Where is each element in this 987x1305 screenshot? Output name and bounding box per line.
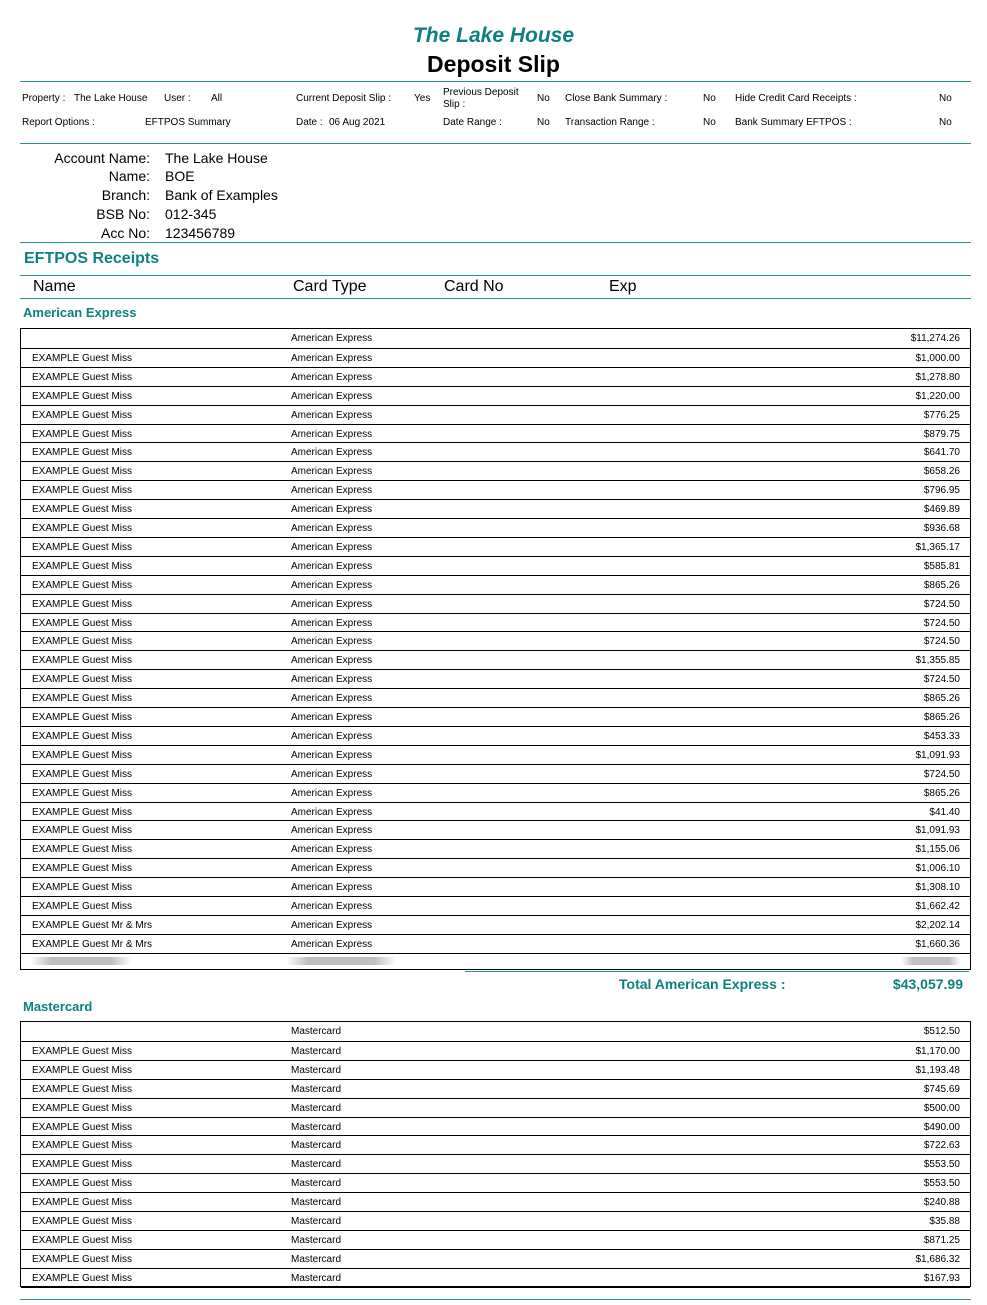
page-title: Deposit Slip xyxy=(427,51,560,77)
table-row xyxy=(21,631,970,651)
footer-divider xyxy=(20,1299,971,1300)
guest-name: EXAMPLE Guest Miss xyxy=(32,730,133,742)
table-row xyxy=(21,1230,970,1250)
amount: $865.26 xyxy=(923,693,960,705)
hide-cc-value: No xyxy=(939,93,952,104)
amount: $553.50 xyxy=(923,1178,960,1190)
guest-name: EXAMPLE Guest Miss xyxy=(32,428,133,440)
amount: $1,193.48 xyxy=(915,1064,960,1076)
table-row xyxy=(21,726,970,746)
table-row xyxy=(21,764,970,784)
card-type: Mastercard xyxy=(291,1216,342,1227)
guest-name: EXAMPLE Guest Miss xyxy=(32,617,133,629)
guest-name: EXAMPLE Guest Miss xyxy=(32,655,133,667)
card-type: American Express xyxy=(291,371,373,383)
guest-name: EXAMPLE Guest Miss xyxy=(32,352,133,364)
amount: $512.50 xyxy=(923,1026,960,1037)
guest-name: EXAMPLE Guest Miss xyxy=(32,693,133,705)
guest-name: EXAMPLE Guest Miss xyxy=(32,882,133,894)
card-type: American Express xyxy=(291,882,373,894)
guest-name: EXAMPLE Guest Miss xyxy=(32,825,133,837)
redacted-name xyxy=(31,957,131,965)
table-row xyxy=(21,1173,970,1193)
amount: $167.93 xyxy=(923,1272,960,1284)
table-row xyxy=(21,934,970,954)
bsb-value: 012-345 xyxy=(165,206,217,222)
guest-name: EXAMPLE Guest Miss xyxy=(32,901,133,912)
txn-range-value: No xyxy=(703,117,716,128)
total-amex-divider xyxy=(465,971,969,972)
table-row xyxy=(21,329,970,348)
card-type: American Express xyxy=(291,541,373,553)
card-type: American Express xyxy=(291,693,373,705)
table-row xyxy=(21,650,970,670)
table-row xyxy=(21,613,970,633)
bank-summary-value: No xyxy=(939,117,952,128)
card-type: Mastercard xyxy=(291,1064,342,1076)
guest-name: EXAMPLE Guest Miss xyxy=(32,636,133,648)
total-amex-label: Total American Express : xyxy=(619,976,786,992)
row-divider xyxy=(21,953,970,954)
card-type: American Express xyxy=(291,749,373,761)
row-divider xyxy=(21,1287,970,1288)
amount: $879.75 xyxy=(923,428,960,440)
card-type: American Express xyxy=(291,938,373,950)
guest-name: EXAMPLE Guest Miss xyxy=(32,1272,133,1284)
amount: $2,202.14 xyxy=(915,919,960,931)
table-row xyxy=(21,877,970,897)
header-divider xyxy=(20,81,971,82)
card-type: American Express xyxy=(291,863,373,875)
amount: $585.81 xyxy=(923,560,960,572)
txn-range-label: Transaction Range : xyxy=(565,117,655,128)
table-row xyxy=(21,783,970,803)
guest-name: EXAMPLE Guest Miss xyxy=(32,1234,133,1246)
guest-name: EXAMPLE Guest Mr & Mrs xyxy=(32,919,153,931)
card-type: Mastercard xyxy=(291,1272,342,1284)
table-row xyxy=(21,1060,970,1080)
table-row xyxy=(21,1079,970,1099)
guest-name: EXAMPLE Guest Miss xyxy=(32,712,133,723)
table-row xyxy=(21,1154,970,1174)
guest-name: EXAMPLE Guest Miss xyxy=(32,1064,133,1076)
card-type: American Express xyxy=(291,825,373,837)
card-type: Mastercard xyxy=(291,1045,342,1057)
card-type: American Express xyxy=(291,390,373,402)
amount: $1,662.42 xyxy=(915,901,960,912)
card-type: Mastercard xyxy=(291,1102,342,1114)
hide-cc-label: Hide Credit Card Receipts : xyxy=(735,93,857,104)
guest-name: EXAMPLE Guest Miss xyxy=(32,485,133,497)
guest-name: EXAMPLE Guest Miss xyxy=(32,1159,133,1171)
guest-name: EXAMPLE Guest Miss xyxy=(32,541,133,553)
current-slip-label: Current Deposit Slip : xyxy=(296,93,392,104)
meta-divider xyxy=(20,143,971,144)
amount: $1,278.80 xyxy=(915,371,960,383)
guest-name: EXAMPLE Guest Miss xyxy=(32,560,133,572)
table-row xyxy=(21,556,970,576)
guest-name: EXAMPLE Guest Miss xyxy=(32,447,133,459)
amount: $724.50 xyxy=(923,768,960,780)
table-row xyxy=(21,1117,970,1137)
table-row xyxy=(21,915,970,935)
prev-slip-label: Previous Deposit xyxy=(443,87,519,98)
card-type: American Express xyxy=(291,901,373,912)
amount: $865.26 xyxy=(923,712,960,723)
table-row xyxy=(21,424,970,444)
card-type: American Express xyxy=(291,409,373,421)
bsb-label: BSB No: xyxy=(96,206,150,222)
current-slip-value: Yes xyxy=(414,93,431,104)
card-type: American Express xyxy=(291,466,373,478)
table-row xyxy=(21,1041,970,1061)
account-divider xyxy=(20,242,971,243)
card-type: Mastercard xyxy=(291,1026,342,1037)
date-value: 06 Aug 2021 xyxy=(329,117,386,128)
card-type: American Express xyxy=(291,523,373,534)
bank-summary-label: Bank Summary EFTPOS : xyxy=(735,117,852,128)
mastercard-table xyxy=(20,1021,971,1287)
amount: $722.63 xyxy=(923,1140,960,1152)
name-label: Name: xyxy=(108,168,150,184)
table-row xyxy=(21,688,970,708)
card-type: American Express xyxy=(291,598,373,610)
amount: $1,686.32 xyxy=(915,1253,960,1265)
table-row xyxy=(21,386,970,406)
guest-name: EXAMPLE Guest Miss xyxy=(32,1045,133,1057)
colhead-divider xyxy=(20,298,971,299)
guest-name: EXAMPLE Guest Miss xyxy=(32,1083,133,1095)
group-title-amex: American Express xyxy=(23,305,137,320)
amount: $1,308.10 xyxy=(915,882,960,894)
amount: $453.33 xyxy=(923,730,960,742)
guest-name: EXAMPLE Guest Mr & Mrs xyxy=(32,938,153,950)
redacted-amount xyxy=(901,957,961,965)
account-name-label: Account Name: xyxy=(54,150,150,166)
amount: $500.00 xyxy=(923,1102,960,1114)
card-type: American Express xyxy=(291,806,373,818)
amount: $936.68 xyxy=(923,523,960,534)
section-title: EFTPOS Receipts xyxy=(24,250,160,267)
redacted-type xyxy=(286,957,396,965)
card-type: Mastercard xyxy=(291,1159,342,1171)
card-type: Mastercard xyxy=(291,1234,342,1246)
group-title-mastercard: Mastercard xyxy=(23,999,93,1014)
guest-name: EXAMPLE Guest Miss xyxy=(32,598,133,610)
total-amex-value: $43,057.99 xyxy=(892,976,963,992)
card-type: American Express xyxy=(291,504,373,516)
amount: $1,000.00 xyxy=(915,352,960,364)
card-type: American Express xyxy=(291,352,373,364)
guest-name: EXAMPLE Guest Miss xyxy=(32,806,133,818)
table-row xyxy=(21,480,970,500)
table-row xyxy=(21,745,970,765)
acc-no-value: 123456789 xyxy=(165,225,236,241)
amount: $41.40 xyxy=(929,806,960,818)
table-row xyxy=(21,1135,970,1155)
amount: $658.26 xyxy=(923,466,960,478)
amount: $796.95 xyxy=(923,485,960,497)
table-row xyxy=(21,707,970,727)
amount: $1,091.93 xyxy=(915,825,960,837)
amount: $1,006.10 xyxy=(915,863,960,875)
guest-name: EXAMPLE Guest Miss xyxy=(32,579,133,591)
date-range-label: Date Range : xyxy=(443,117,502,128)
card-type: American Express xyxy=(291,730,373,742)
guest-name: EXAMPLE Guest Miss xyxy=(32,523,133,534)
amount: $553.50 xyxy=(923,1159,960,1171)
table-row xyxy=(21,1098,970,1118)
table-row xyxy=(21,518,970,538)
close-bank-label: Close Bank Summary : xyxy=(565,93,668,104)
prev-slip-value: No xyxy=(537,93,550,104)
amount: $240.88 xyxy=(923,1197,960,1209)
amount: $871.25 xyxy=(923,1234,960,1246)
card-type: American Express xyxy=(291,428,373,440)
card-type: American Express xyxy=(291,617,373,629)
table-row xyxy=(21,348,970,368)
amex-table xyxy=(20,328,971,970)
user-label: User : xyxy=(164,93,191,104)
table-row xyxy=(21,405,970,425)
card-type: Mastercard xyxy=(291,1121,342,1133)
col-header-card-type: Card Type xyxy=(293,278,367,295)
table-row xyxy=(21,820,970,840)
table-row xyxy=(21,499,970,519)
table-row xyxy=(21,575,970,595)
amount: $724.50 xyxy=(923,617,960,629)
guest-name: EXAMPLE Guest Miss xyxy=(32,1253,133,1265)
amount: $1,091.93 xyxy=(915,749,960,761)
card-type: American Express xyxy=(291,447,373,459)
table-row xyxy=(21,442,970,462)
card-type: American Express xyxy=(291,674,373,686)
guest-name: EXAMPLE Guest Miss xyxy=(32,674,133,686)
guest-name: EXAMPLE Guest Miss xyxy=(32,1216,133,1227)
close-bank-value: No xyxy=(703,93,716,104)
card-type: American Express xyxy=(291,636,373,648)
amount: $776.25 xyxy=(923,409,960,421)
amount: $35.88 xyxy=(929,1216,960,1227)
guest-name: EXAMPLE Guest Miss xyxy=(32,504,133,516)
card-type: Mastercard xyxy=(291,1178,342,1190)
branch-label: Branch: xyxy=(101,187,150,203)
guest-name: EXAMPLE Guest Miss xyxy=(32,390,133,402)
table-row xyxy=(21,461,970,481)
card-type: American Express xyxy=(291,919,373,931)
guest-name: EXAMPLE Guest Miss xyxy=(32,1197,133,1209)
amount: $1,355.85 xyxy=(915,655,960,667)
property-title: The Lake House xyxy=(412,24,575,47)
acc-no-label: Acc No: xyxy=(100,225,150,241)
table-row xyxy=(21,1192,970,1212)
table-row xyxy=(21,1249,970,1269)
card-type: American Express xyxy=(291,712,373,723)
col-header-exp: Exp xyxy=(609,278,637,295)
amount: $724.50 xyxy=(923,636,960,648)
card-type: American Express xyxy=(291,787,373,799)
card-type: American Express xyxy=(291,579,373,591)
guest-name: EXAMPLE Guest Miss xyxy=(32,371,133,383)
table-row xyxy=(21,839,970,859)
amount: $865.26 xyxy=(923,579,960,591)
amount: $1,220.00 xyxy=(915,390,960,402)
guest-name: EXAMPLE Guest Miss xyxy=(32,1102,133,1114)
card-type: Mastercard xyxy=(291,1197,342,1209)
section-divider xyxy=(20,275,971,276)
table-row xyxy=(21,1268,970,1288)
date-range-value: No xyxy=(537,117,550,128)
table-row xyxy=(21,1211,970,1231)
guest-name: EXAMPLE Guest Miss xyxy=(32,768,133,780)
card-type: American Express xyxy=(291,560,373,572)
table-row xyxy=(21,594,970,614)
card-type: Mastercard xyxy=(291,1140,342,1152)
prev-slip-label-2: Slip : xyxy=(443,99,466,110)
guest-name: EXAMPLE Guest Miss xyxy=(32,409,133,421)
date-label: Date : xyxy=(296,117,323,128)
amount: $865.26 xyxy=(923,787,960,799)
amount: $490.00 xyxy=(923,1121,960,1133)
guest-name: EXAMPLE Guest Miss xyxy=(32,787,133,799)
amount: $1,365.17 xyxy=(915,541,960,553)
user-value: All xyxy=(211,93,223,104)
amount: $469.89 xyxy=(923,504,960,516)
name-value: BOE xyxy=(165,168,195,184)
amount: $724.50 xyxy=(923,674,960,686)
amount: $745.69 xyxy=(923,1083,960,1095)
property-value: The Lake House xyxy=(74,93,148,104)
card-type: Mastercard xyxy=(291,1253,342,1265)
guest-name: EXAMPLE Guest Miss xyxy=(32,749,133,761)
report-options-value: EFTPOS Summary xyxy=(145,117,231,128)
card-type: Mastercard xyxy=(291,1083,342,1095)
card-type: American Express xyxy=(291,655,373,667)
table-row xyxy=(21,896,970,916)
table-row xyxy=(21,802,970,822)
amount: $11,274.26 xyxy=(910,333,960,344)
table-row xyxy=(21,858,970,878)
amount: $724.50 xyxy=(923,598,960,610)
guest-name: EXAMPLE Guest Miss xyxy=(32,1140,133,1152)
property-label: Property : xyxy=(22,93,66,104)
guest-name: EXAMPLE Guest Miss xyxy=(32,466,133,478)
amount: $1,155.06 xyxy=(915,844,960,856)
table-row xyxy=(21,1022,970,1041)
guest-name: EXAMPLE Guest Miss xyxy=(32,1121,133,1133)
amount: $1,170.00 xyxy=(915,1045,960,1057)
card-type: American Express xyxy=(291,768,373,780)
account-name-value: The Lake House xyxy=(165,150,268,166)
amount: $1,660.36 xyxy=(915,938,960,950)
card-type: American Express xyxy=(291,485,373,497)
table-row xyxy=(21,537,970,557)
amount: $641.70 xyxy=(923,447,960,459)
guest-name: EXAMPLE Guest Miss xyxy=(32,863,133,875)
card-type: American Express xyxy=(291,844,373,856)
table-row xyxy=(21,367,970,387)
card-type: American Express xyxy=(291,333,373,344)
guest-name: EXAMPLE Guest Miss xyxy=(32,1178,133,1190)
col-header-card-no: Card No xyxy=(444,278,504,295)
report-options-label: Report Options : xyxy=(22,117,95,128)
guest-name: EXAMPLE Guest Miss xyxy=(32,844,133,856)
branch-value: Bank of Examples xyxy=(165,187,278,203)
col-header-name: Name xyxy=(33,278,76,295)
table-row xyxy=(21,669,970,689)
